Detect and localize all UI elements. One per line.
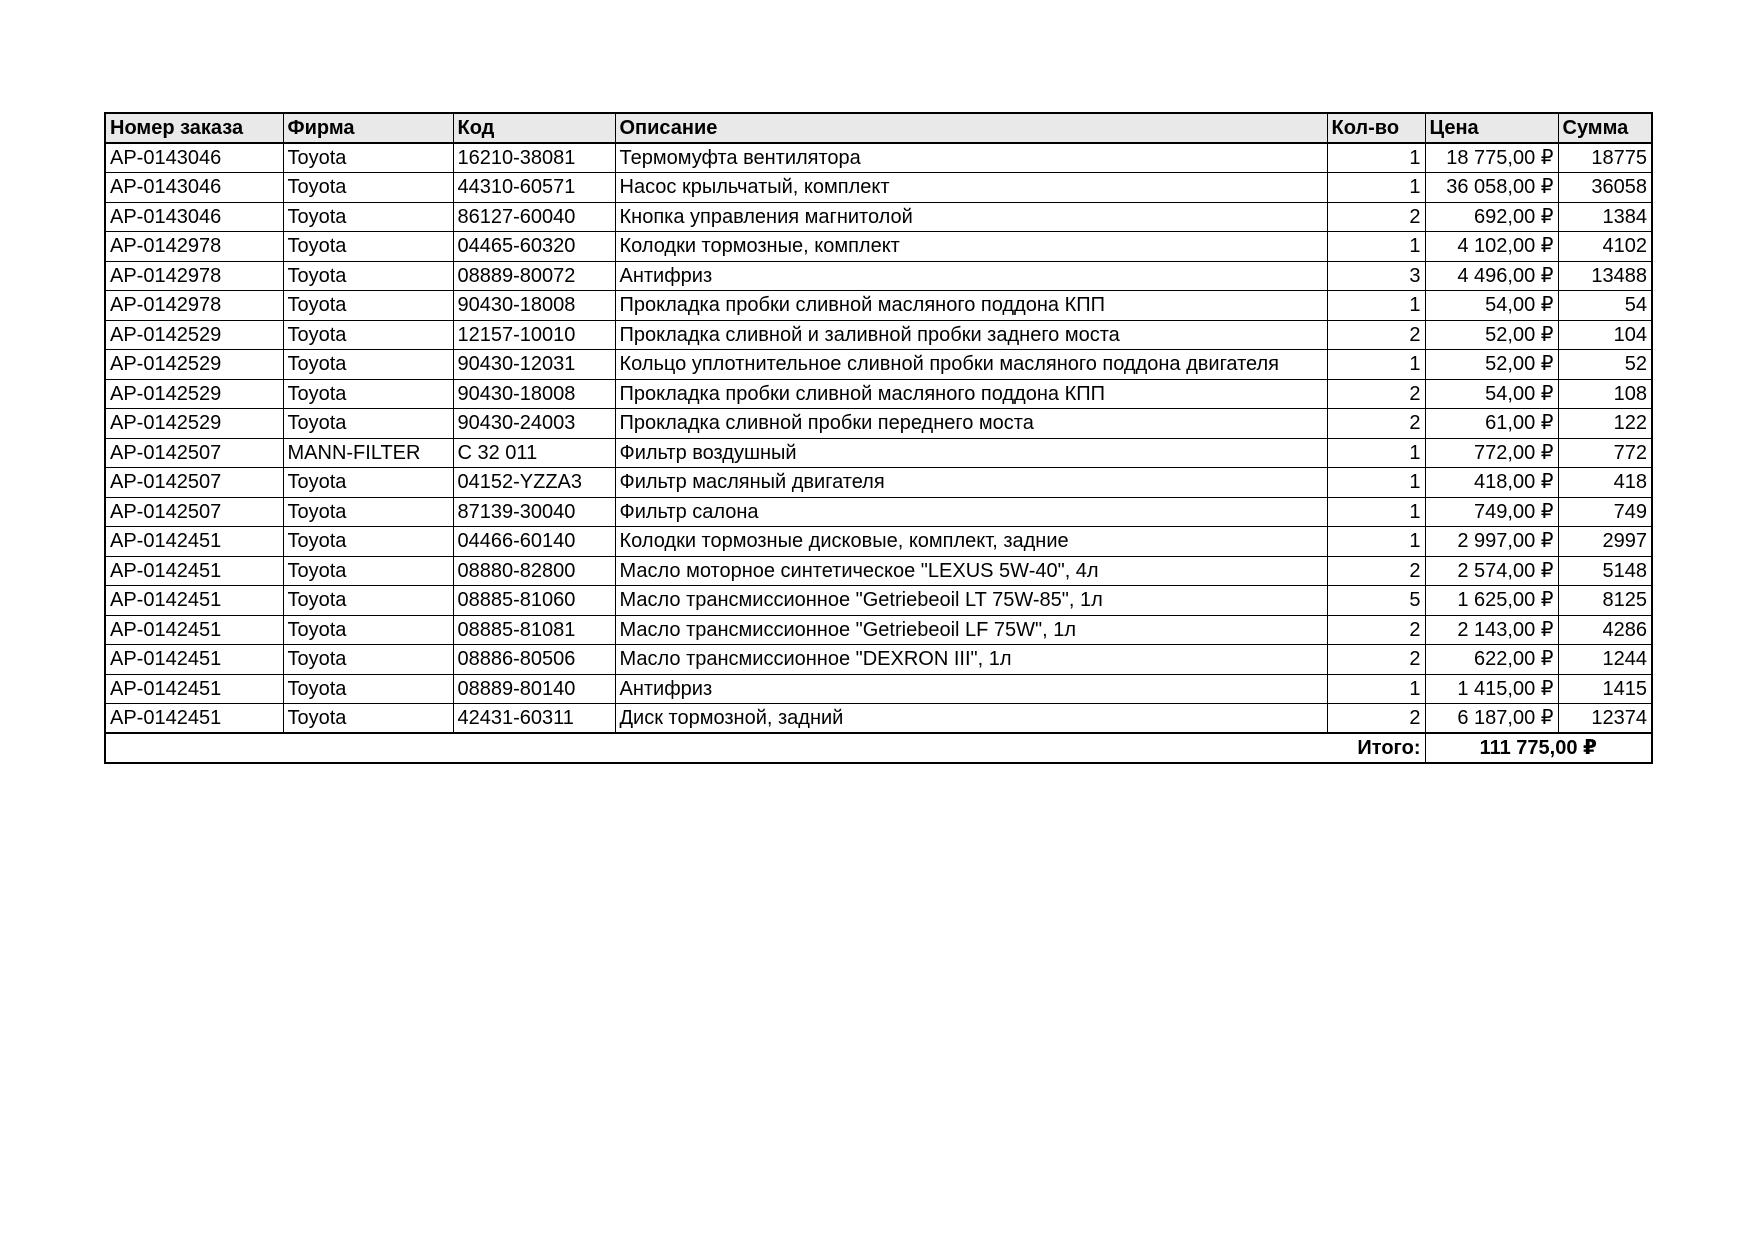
cell-price: 36 058,00 ₽ — [1425, 173, 1558, 203]
cell-order: AP-0143046 — [105, 173, 283, 203]
cell-price: 1 415,00 ₽ — [1425, 674, 1558, 704]
cell-sum: 12374 — [1558, 704, 1652, 734]
table-row — [105, 202, 1652, 232]
cell-brand: Toyota — [283, 527, 453, 557]
cell-code: 44310-60571 — [453, 173, 615, 203]
cell-brand: Toyota — [283, 704, 453, 734]
cell-code: 04465-60320 — [453, 232, 615, 262]
cell-price: 622,00 ₽ — [1425, 645, 1558, 675]
cell-brand: Toyota — [283, 173, 453, 203]
cell-brand: Toyota — [283, 468, 453, 498]
cell-sum: 1384 — [1558, 202, 1652, 232]
cell-brand: Toyota — [283, 556, 453, 586]
cell-price: 2 574,00 ₽ — [1425, 556, 1558, 586]
cell-order: AP-0142451 — [105, 645, 283, 675]
cell-qty: 2 — [1327, 556, 1425, 586]
order-sheet — [104, 112, 1651, 764]
header-description: Описание — [615, 113, 1327, 143]
cell-code: 08885-81081 — [453, 615, 615, 645]
cell-order: AP-0142529 — [105, 320, 283, 350]
cell-brand: Toyota — [283, 497, 453, 527]
cell-order: AP-0142978 — [105, 232, 283, 262]
cell-code: 42431-60311 — [453, 704, 615, 734]
table-body — [105, 143, 1652, 733]
cell-code: 90430-18008 — [453, 291, 615, 321]
cell-qty: 2 — [1327, 379, 1425, 409]
cell-order: AP-0142529 — [105, 409, 283, 439]
table-row — [105, 615, 1652, 645]
table-row — [105, 586, 1652, 616]
cell-brand: Toyota — [283, 320, 453, 350]
cell-price: 4 102,00 ₽ — [1425, 232, 1558, 262]
cell-order: AP-0143046 — [105, 202, 283, 232]
cell-brand: Toyota — [283, 615, 453, 645]
cell-price: 61,00 ₽ — [1425, 409, 1558, 439]
cell-qty: 2 — [1327, 615, 1425, 645]
table-row — [105, 320, 1652, 350]
cell-order: AP-0142451 — [105, 704, 283, 734]
cell-code: 90430-24003 — [453, 409, 615, 439]
cell-description: Насос крыльчатый, комплект — [615, 173, 1327, 203]
cell-description: Диск тормозной, задний — [615, 704, 1327, 734]
cell-price: 2 997,00 ₽ — [1425, 527, 1558, 557]
cell-description: Масло трансмиссионное "Getriebeoil LT 75W-85", 1л — [615, 586, 1327, 616]
cell-qty: 1 — [1327, 468, 1425, 498]
cell-qty: 2 — [1327, 202, 1425, 232]
cell-code: 08885-81060 — [453, 586, 615, 616]
cell-price: 749,00 ₽ — [1425, 497, 1558, 527]
cell-code: 08880-82800 — [453, 556, 615, 586]
cell-code: 90430-18008 — [453, 379, 615, 409]
table-row — [105, 704, 1652, 734]
cell-sum: 13488 — [1558, 261, 1652, 291]
cell-sum: 18775 — [1558, 143, 1652, 173]
cell-description: Фильтр воздушный — [615, 438, 1327, 468]
cell-qty: 1 — [1327, 143, 1425, 173]
table-row — [105, 556, 1652, 586]
cell-code: 90430-12031 — [453, 350, 615, 380]
cell-brand: Toyota — [283, 143, 453, 173]
table-row — [105, 143, 1652, 173]
cell-qty: 2 — [1327, 320, 1425, 350]
cell-qty: 2 — [1327, 704, 1425, 734]
cell-order: AP-0143046 — [105, 143, 283, 173]
cell-sum: 4286 — [1558, 615, 1652, 645]
header-order: Номер заказа — [105, 113, 283, 143]
cell-sum: 749 — [1558, 497, 1652, 527]
cell-code: 16210-38081 — [453, 143, 615, 173]
total-row — [105, 733, 1652, 763]
cell-qty: 1 — [1327, 350, 1425, 380]
cell-brand: Toyota — [283, 409, 453, 439]
cell-qty: 1 — [1327, 291, 1425, 321]
cell-qty: 1 — [1327, 173, 1425, 203]
header-qty: Кол-во — [1327, 113, 1425, 143]
cell-description: Прокладка сливной пробки переднего моста — [615, 409, 1327, 439]
cell-price: 18 775,00 ₽ — [1425, 143, 1558, 173]
cell-order: AP-0142978 — [105, 261, 283, 291]
cell-qty: 1 — [1327, 497, 1425, 527]
table-row — [105, 350, 1652, 380]
cell-qty: 3 — [1327, 261, 1425, 291]
cell-qty: 1 — [1327, 438, 1425, 468]
cell-description: Прокладка пробки сливной масляного поддона КПП — [615, 291, 1327, 321]
cell-description: Прокладка пробки сливной масляного поддона КПП — [615, 379, 1327, 409]
cell-brand: Toyota — [283, 232, 453, 262]
cell-sum: 1244 — [1558, 645, 1652, 675]
cell-order: AP-0142507 — [105, 497, 283, 527]
cell-description: Фильтр масляный двигателя — [615, 468, 1327, 498]
cell-code: 08889-80140 — [453, 674, 615, 704]
cell-order: AP-0142451 — [105, 527, 283, 557]
cell-price: 54,00 ₽ — [1425, 379, 1558, 409]
cell-qty: 5 — [1327, 586, 1425, 616]
cell-description: Антифриз — [615, 261, 1327, 291]
cell-price: 54,00 ₽ — [1425, 291, 1558, 321]
cell-brand: Toyota — [283, 379, 453, 409]
table-row — [105, 438, 1652, 468]
cell-sum: 5148 — [1558, 556, 1652, 586]
cell-code: 87139-30040 — [453, 497, 615, 527]
table-row — [105, 527, 1652, 557]
cell-code: C 32 011 — [453, 438, 615, 468]
cell-description: Колодки тормозные, комплект — [615, 232, 1327, 262]
cell-code: 86127-60040 — [453, 202, 615, 232]
table-row — [105, 674, 1652, 704]
header-sum: Сумма — [1558, 113, 1652, 143]
cell-brand: Toyota — [283, 291, 453, 321]
cell-code: 08889-80072 — [453, 261, 615, 291]
cell-order: AP-0142451 — [105, 556, 283, 586]
cell-qty: 1 — [1327, 674, 1425, 704]
cell-code: 04152-YZZA3 — [453, 468, 615, 498]
cell-brand: Toyota — [283, 586, 453, 616]
cell-price: 4 496,00 ₽ — [1425, 261, 1558, 291]
cell-description: Антифриз — [615, 674, 1327, 704]
header-code: Код — [453, 113, 615, 143]
cell-description: Колодки тормозные дисковые, комплект, задние — [615, 527, 1327, 557]
table-row — [105, 497, 1652, 527]
cell-sum: 108 — [1558, 379, 1652, 409]
header-price: Цена — [1425, 113, 1558, 143]
cell-price: 692,00 ₽ — [1425, 202, 1558, 232]
table-row — [105, 379, 1652, 409]
cell-order: AP-0142451 — [105, 615, 283, 645]
total-value: 111 775,00 ₽ — [1425, 733, 1652, 763]
cell-sum: 772 — [1558, 438, 1652, 468]
cell-sum: 2997 — [1558, 527, 1652, 557]
cell-description: Термомуфта вентилятора — [615, 143, 1327, 173]
cell-sum: 54 — [1558, 291, 1652, 321]
cell-brand: MANN-FILTER — [283, 438, 453, 468]
cell-sum: 8125 — [1558, 586, 1652, 616]
table-row — [105, 232, 1652, 262]
cell-sum: 4102 — [1558, 232, 1652, 262]
cell-description: Фильтр салона — [615, 497, 1327, 527]
cell-code: 12157-10010 — [453, 320, 615, 350]
cell-description: Масло моторное синтетическое "LEXUS 5W-40", 4л — [615, 556, 1327, 586]
cell-description: Прокладка сливной и заливной пробки заднего моста — [615, 320, 1327, 350]
cell-order: AP-0142507 — [105, 468, 283, 498]
table-row — [105, 261, 1652, 291]
table-row — [105, 468, 1652, 498]
cell-order: AP-0142529 — [105, 379, 283, 409]
cell-brand: Toyota — [283, 350, 453, 380]
cell-code: 04466-60140 — [453, 527, 615, 557]
cell-price: 772,00 ₽ — [1425, 438, 1558, 468]
cell-order: AP-0142978 — [105, 291, 283, 321]
cell-sum: 418 — [1558, 468, 1652, 498]
cell-qty: 2 — [1327, 409, 1425, 439]
cell-order: AP-0142451 — [105, 586, 283, 616]
cell-price: 418,00 ₽ — [1425, 468, 1558, 498]
cell-qty: 1 — [1327, 232, 1425, 262]
header-brand: Фирма — [283, 113, 453, 143]
cell-description: Кольцо уплотнительное сливной пробки масляного поддона двигателя — [615, 350, 1327, 380]
cell-price: 1 625,00 ₽ — [1425, 586, 1558, 616]
cell-brand: Toyota — [283, 645, 453, 675]
cell-sum: 104 — [1558, 320, 1652, 350]
cell-sum: 36058 — [1558, 173, 1652, 203]
cell-description: Кнопка управления магнитолой — [615, 202, 1327, 232]
table-row — [105, 645, 1652, 675]
header-row — [105, 113, 1652, 143]
cell-code: 08886-80506 — [453, 645, 615, 675]
cell-sum: 52 — [1558, 350, 1652, 380]
cell-qty: 2 — [1327, 645, 1425, 675]
cell-brand: Toyota — [283, 261, 453, 291]
orders-table — [104, 112, 1653, 764]
cell-description: Масло трансмиссионное "Getriebeoil LF 75W", 1л — [615, 615, 1327, 645]
cell-price: 52,00 ₽ — [1425, 320, 1558, 350]
cell-sum: 122 — [1558, 409, 1652, 439]
cell-qty: 1 — [1327, 527, 1425, 557]
table-row — [105, 173, 1652, 203]
cell-order: AP-0142529 — [105, 350, 283, 380]
table-row — [105, 409, 1652, 439]
total-label: Итого: — [105, 733, 1425, 763]
cell-sum: 1415 — [1558, 674, 1652, 704]
cell-price: 6 187,00 ₽ — [1425, 704, 1558, 734]
cell-order: AP-0142507 — [105, 438, 283, 468]
cell-brand: Toyota — [283, 674, 453, 704]
cell-price: 2 143,00 ₽ — [1425, 615, 1558, 645]
cell-description: Масло трансмиссионное "DEXRON III", 1л — [615, 645, 1327, 675]
cell-price: 52,00 ₽ — [1425, 350, 1558, 380]
table-row — [105, 291, 1652, 321]
cell-brand: Toyota — [283, 202, 453, 232]
cell-order: AP-0142451 — [105, 674, 283, 704]
